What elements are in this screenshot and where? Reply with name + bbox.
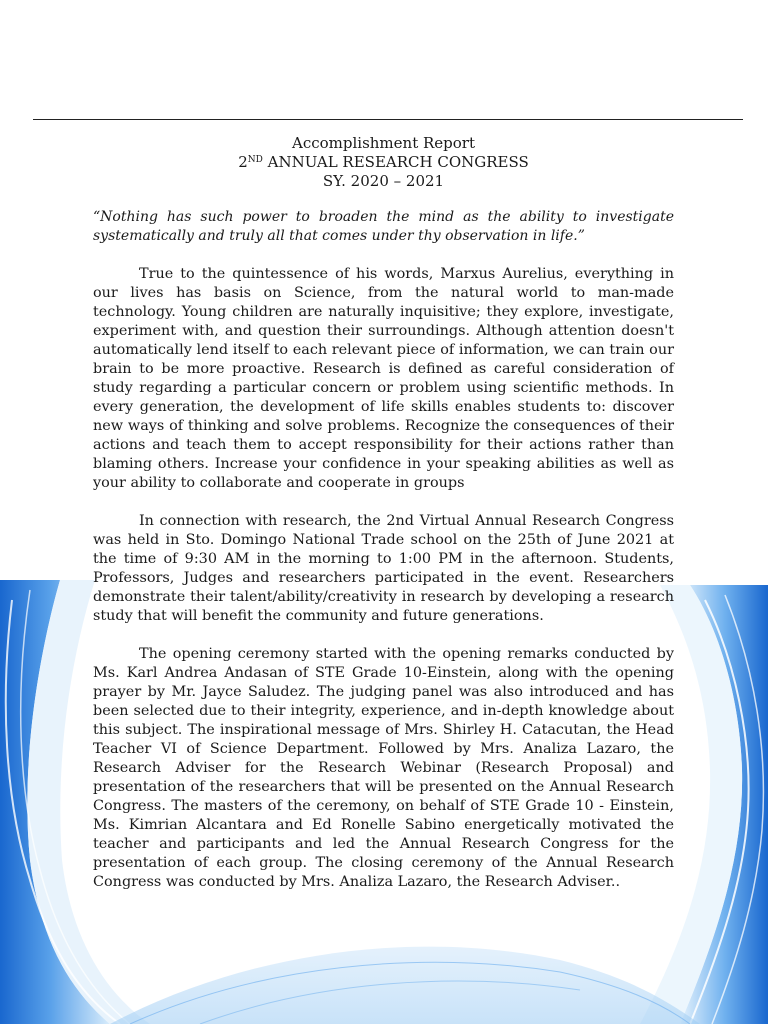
header-rule xyxy=(33,119,743,120)
school-year: SY. 2020 – 2021 xyxy=(322,172,445,190)
document-body xyxy=(93,134,674,892)
paragraph-introduction: True to the quintessence of his words, Marxus Aurelius, everything in our lives has basis on Science, from the natural world to man-made technology. Young children are naturally inquisitive; they explore, investigate, experiment with, and question their surroundings. Although attention doesn't automatically lend itself to each relevant piece of information, we can train our brain to be more proactive. Research is defined as careful consideration of study regarding a particular concern or problem using scientific methods. In every generation, the development of life skills enables students to: discover new ways of thinking and solve problems. Recognize the consequences of their actions and teach them to accept responsibility for their actions rather than blaming others. Increase your confidence in your speaking abilities as well as your ability to collaborate and cooperate in groups xyxy=(93,266,674,491)
paragraph-event-details: In connection with research, the 2nd Virtual Annual Research Congress was held in Sto. Domingo National Trade school on the 25th of June 2021 at the time of 9:30 AM in the morning to 1:00 PM in the afternoon. Students, Professors, Judges and researchers participated in the event. Researchers demonstrate their talent/ability/creativity in research by developing a research study that will benefit the community and future generations. xyxy=(93,513,674,624)
congress-title: 2ND ANNUAL RESEARCH CONGRESS xyxy=(238,153,529,171)
paragraph-ceremony: The opening ceremony started with the opening remarks conducted by Ms. Karl Andrea Andasan of STE Grade 10-Einstein, along with the opening prayer by Mr. Jayce Saludez. The judging panel was also introduced and has been selected due to their integrity, experience, and in-depth knowledge about this subject. The inspirational message of Mrs. Shirley H. Catacutan, the Head Teacher VI of Science Department. Followed by Mrs. Analiza Lazaro, the Research Adviser for the Research Webinar (Research Proposal) and presentation of the researchers that will be presented on the Annual Research Congress. The masters of the ceremony, on behalf of STE Grade 10 - Einstein, Ms. Kimrian Alcantara and Ed Ronelle Sabino energetically motivated the teacher and participants and led the Annual Research Congress for the presentation of each group. The closing ceremony of the Annual Research Congress was conducted by Mrs. Analiza Lazaro, the Research Adviser.. xyxy=(93,646,674,890)
report-title: Accomplishment Report xyxy=(291,134,475,152)
opening-quote: “Nothing has such power to broaden the mind as the ability to investigate systematically and truly all that comes under thy observation in life.” xyxy=(93,209,674,244)
